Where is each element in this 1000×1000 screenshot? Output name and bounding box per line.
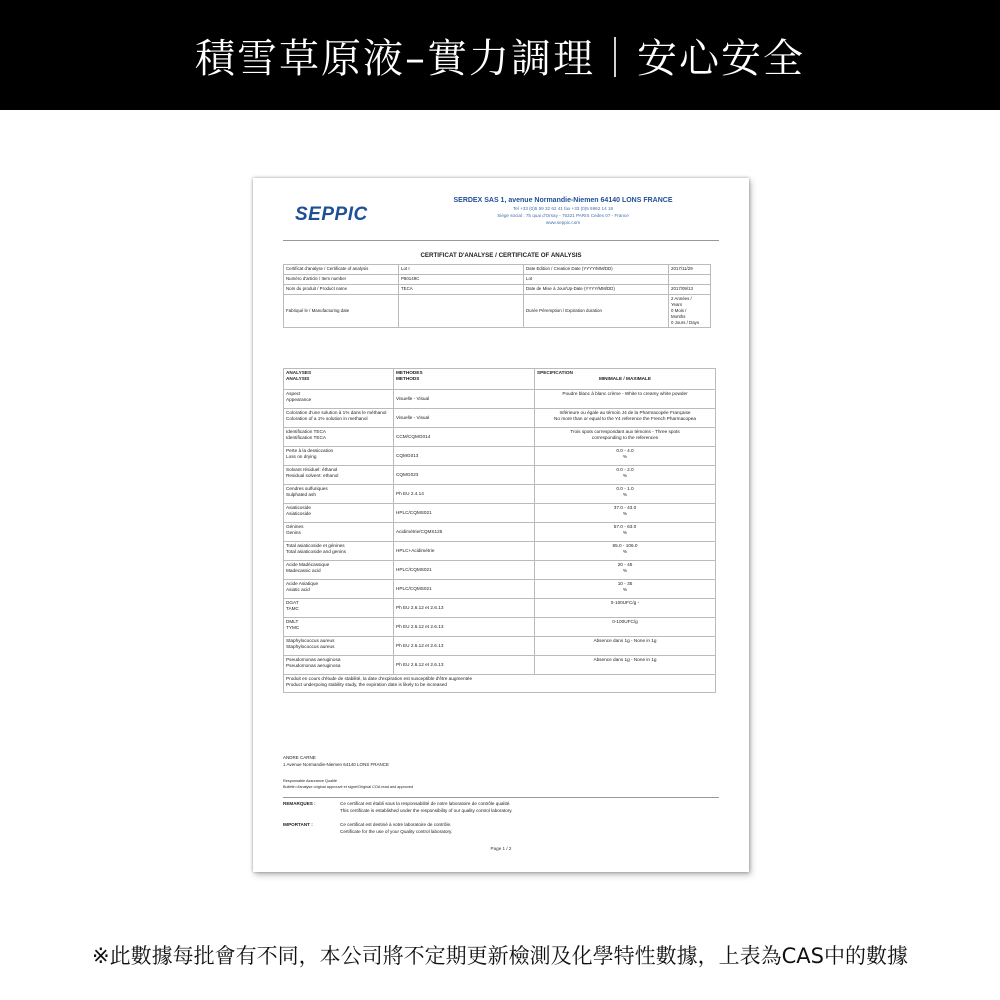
edition-label: Date Edition / Creation Date (YYYY/MM/DD) bbox=[524, 265, 669, 275]
analysis-spec-line: Absence dans 1g - None in 1g bbox=[593, 638, 657, 643]
analysis-name-cell bbox=[284, 390, 394, 409]
analysis-name-fr: Perte à la dessiccation bbox=[286, 448, 334, 453]
important-en: Certificate for the use of your Quality control laboratory. bbox=[340, 829, 453, 834]
analysis-name-en: Staphylococcus aureus bbox=[286, 644, 335, 649]
update-value: 2017/09/13 bbox=[669, 285, 711, 295]
analysis-method: Visuelle - Visual bbox=[394, 390, 535, 409]
analysis-method: HPLC/CQMS021 bbox=[394, 580, 535, 599]
analysis-spec-line: 57.0 - 63.0 bbox=[613, 524, 637, 529]
item-label: Numéro d'article / Item number bbox=[284, 275, 399, 285]
analysis-spec bbox=[535, 637, 716, 656]
analysis-spec-line: % bbox=[622, 454, 628, 459]
analysis-row bbox=[284, 466, 716, 485]
cert-type-label: Certificat d'analyse / Certificate of analysis bbox=[284, 265, 399, 275]
company-web: www.seppic.com bbox=[545, 220, 581, 225]
analysis-spec-line: 0.0 - 1.0 bbox=[616, 486, 634, 491]
signatory-note: Bulletin d'analyse original approuvé et signé/Original COA read and approved bbox=[283, 785, 414, 789]
analysis-method: CQMG013 bbox=[394, 447, 535, 466]
analysis-method: Ph EU 2.6.12 et 2.6.13 bbox=[394, 618, 535, 637]
expiry-line: 2 Années / bbox=[671, 296, 692, 301]
methods-header-fr: METHODES bbox=[396, 370, 423, 375]
analysis-name-en: Madecassic acid bbox=[286, 568, 321, 573]
analysis-spec-line: % bbox=[622, 549, 628, 554]
analysis-name-cell bbox=[284, 618, 394, 637]
footnote: ※此數據每批會有不同，本公司將不定期更新檢測及化學特性數據，上表為CAS中的數據 bbox=[92, 944, 908, 968]
expiry-line: 0 Jours / Days bbox=[671, 320, 700, 325]
banner-title: 積雪草原液–實力調理｜安心安全 bbox=[195, 35, 805, 82]
analysis-name-cell bbox=[284, 656, 394, 675]
analysis-row bbox=[284, 561, 716, 580]
analysis-row bbox=[284, 580, 716, 599]
update-label: Date de Mise à Jour/Up-Date (YYYY/MM/DD) bbox=[524, 285, 669, 295]
top-banner bbox=[0, 0, 1000, 110]
analysis-method: CCM/CQMG014 bbox=[394, 428, 535, 447]
analysis-spec-line: 0.0 - 2.0 bbox=[616, 467, 634, 472]
analysis-spec-line: 95.0 - 106.0 bbox=[612, 543, 638, 548]
analysis-spec bbox=[535, 466, 716, 485]
analysis-name-fr: Asiaticoside bbox=[286, 505, 312, 510]
remarks-label: REMARQUES : bbox=[283, 801, 316, 806]
analysis-spec bbox=[535, 561, 716, 580]
seppic-logo: SEPPIC bbox=[295, 204, 368, 225]
analysis-spec-line: Absence dans 1g - None in 1g bbox=[593, 657, 657, 662]
analysis-spec-line: corresponding to the references bbox=[591, 435, 659, 440]
analysis-name-en: Identification TECA bbox=[286, 435, 327, 440]
remarks-en: This certificate is established under the responsibility of our quality control laboratory. bbox=[340, 808, 513, 813]
analysis-name-en: Loss on drying bbox=[286, 454, 317, 459]
analysis-spec-line: % bbox=[622, 473, 628, 478]
analysis-name-fr: Génines bbox=[286, 524, 304, 529]
analysis-name-cell bbox=[284, 485, 394, 504]
analysis-name-cell bbox=[284, 580, 394, 599]
product-value: TECA bbox=[399, 285, 524, 295]
certificate-document bbox=[253, 178, 749, 872]
analysis-method: HPLC/CQMS021 bbox=[394, 504, 535, 523]
important-label: IMPORTANT : bbox=[283, 822, 313, 827]
analysis-method: Ph EU 2.6.12 et 2.6.13 bbox=[394, 599, 535, 618]
analysis-name-en: Genins bbox=[286, 530, 301, 535]
analysis-row bbox=[284, 523, 716, 542]
analyses-header-fr: ANALYSES bbox=[286, 370, 312, 375]
analysis-spec-line: % bbox=[622, 568, 628, 573]
analysis-spec-line: 0-100UFC/g - bbox=[610, 600, 640, 605]
edition-value: 2017/11/29 bbox=[669, 265, 711, 275]
analysis-name-fr: Acide Madécassique bbox=[286, 562, 330, 567]
analysis-method: CQMG023 bbox=[394, 466, 535, 485]
analysis-row bbox=[284, 618, 716, 637]
info-table bbox=[283, 264, 711, 328]
analysis-name-en: Residual solvent: ethanol bbox=[286, 473, 339, 478]
analysis-name-fr: DMLT bbox=[286, 619, 299, 624]
important-fr: Ce certificat est destiné à votre laboratoire de contrôle. bbox=[340, 822, 452, 827]
analysis-spec bbox=[535, 504, 716, 523]
analysis-name-cell bbox=[284, 599, 394, 618]
analysis-name-cell bbox=[284, 637, 394, 656]
analysis-spec bbox=[535, 618, 716, 637]
analysis-name-en: Appearance bbox=[286, 397, 312, 402]
analysis-spec-line: Inférieure ou égale au témoin J4 de la Pharmacopée Française bbox=[559, 410, 691, 415]
analysis-spec-line: 0.0 - 4.0 bbox=[616, 448, 634, 453]
page-number: Page 1 / 2 bbox=[490, 846, 512, 851]
mfg-value bbox=[399, 295, 524, 328]
analysis-row bbox=[284, 656, 716, 675]
stability-note-row bbox=[284, 675, 716, 693]
analysis-name-en: Total asiaticoside and genins bbox=[286, 549, 346, 554]
analysis-name-fr: DGAT bbox=[286, 600, 299, 605]
stability-note bbox=[284, 675, 716, 693]
analysis-name-fr: Coloration d'une solution à 1% dans le méthanol bbox=[286, 410, 387, 415]
analysis-spec bbox=[535, 599, 716, 618]
mfg-label: Fabriqué le / Manufacturing date bbox=[284, 295, 399, 328]
analysis-name-en: Asiaticoside bbox=[286, 511, 312, 516]
analysis-row bbox=[284, 599, 716, 618]
analysis-name-fr: Total asiaticoside et génines bbox=[286, 543, 345, 548]
analyses-header bbox=[284, 369, 394, 390]
analysis-spec bbox=[535, 523, 716, 542]
cert-type-value: Lot I bbox=[399, 265, 524, 275]
analysis-row bbox=[284, 409, 716, 428]
methods-header bbox=[394, 369, 535, 390]
analysis-spec-line: 20 - 45 bbox=[617, 562, 633, 567]
company-seat: Siège social : 75 quai d'Orsay - 75321 PARIS Cedex 07 - France bbox=[497, 213, 629, 218]
spec-header-title: SPECIFICATION bbox=[537, 370, 573, 375]
signatory-role: Responsable Assurance Qualité bbox=[283, 779, 338, 783]
important-text bbox=[340, 821, 690, 835]
analysis-method: Ph EU 2.4.14 bbox=[394, 485, 535, 504]
analysis-name-en: TAMC bbox=[286, 606, 299, 611]
analysis-name-fr: Pseudomonas aeruginosa bbox=[286, 657, 341, 662]
analysis-name-fr: Identification TECA bbox=[286, 429, 327, 434]
analyses-header-en: ANALYSIS bbox=[286, 376, 310, 381]
analysis-name-cell bbox=[284, 466, 394, 485]
company-header bbox=[413, 197, 713, 225]
analysis-spec-line: % bbox=[622, 511, 628, 516]
analysis-method: HPLC/CQMS021 bbox=[394, 561, 535, 580]
analysis-method: Ph EU 2.6.12 et 2.6.13 bbox=[394, 637, 535, 656]
analysis-spec bbox=[535, 485, 716, 504]
analysis-row bbox=[284, 637, 716, 656]
analysis-name-cell bbox=[284, 504, 394, 523]
analysis-name-cell bbox=[284, 447, 394, 466]
analysis-name-en: Asiatic acid bbox=[286, 587, 310, 592]
analysis-name-fr: Acide Asiatique bbox=[286, 581, 319, 586]
analysis-spec-line: % bbox=[622, 587, 628, 592]
analysis-spec-line: Trois spots correspondant aux témoins - Three spots bbox=[570, 429, 680, 434]
analysis-row bbox=[284, 504, 716, 523]
info-row bbox=[284, 265, 711, 275]
analysis-row bbox=[284, 447, 716, 466]
analysis-spec-line: % bbox=[622, 492, 628, 497]
analysis-name-cell bbox=[284, 428, 394, 447]
analysis-name-cell bbox=[284, 561, 394, 580]
analysis-name-cell bbox=[284, 523, 394, 542]
analysis-method: Visuelle - Visual bbox=[394, 409, 535, 428]
item-value: P80149C bbox=[399, 275, 524, 285]
analysis-name-fr: Aspect bbox=[286, 391, 301, 396]
stability-note-fr: Produit en cours d'étude de stabilité, la date d'expiration est susceptible d'être augmentée bbox=[286, 676, 473, 681]
analysis-name-fr: Cendres sulfuriques bbox=[286, 486, 328, 491]
company-tel: Tel +33 (0)5 59 32 62 41 fax +33 (0)5 5962 14 18 bbox=[512, 206, 614, 211]
remarks-text bbox=[340, 800, 690, 814]
expiry-line: Months bbox=[671, 314, 686, 319]
analysis-name-en: Sulphated ash bbox=[286, 492, 316, 497]
analysis-name-en: Pseudomonas aeruginosa bbox=[286, 663, 341, 668]
product-label: Nom du produit / Product name bbox=[284, 285, 399, 295]
info-row bbox=[284, 275, 711, 285]
spec-header bbox=[535, 369, 716, 390]
analysis-spec bbox=[535, 428, 716, 447]
analysis-name-en: TYMC bbox=[286, 625, 300, 630]
analysis-spec bbox=[535, 390, 716, 409]
lot-label: Lot bbox=[524, 275, 669, 285]
analysis-table bbox=[283, 368, 716, 693]
signatory-name: ANDRE CARNE bbox=[283, 755, 316, 760]
analysis-row bbox=[284, 428, 716, 447]
analysis-spec bbox=[535, 580, 716, 599]
info-row bbox=[284, 295, 711, 328]
methods-header-en: METHODS bbox=[396, 376, 420, 381]
analysis-spec-line: No more than or equal to the Y4 reference the French Pharmacopea bbox=[554, 416, 696, 421]
analysis-spec-line: 10 - 35 bbox=[617, 581, 633, 586]
analysis-name-fr: Solvant résiduel: éthanol bbox=[286, 467, 338, 472]
analysis-spec-line: Poudre blanc à blanc crème - White to creamy white powder bbox=[562, 391, 688, 396]
expiry-line: Years bbox=[671, 302, 683, 307]
analysis-spec bbox=[535, 409, 716, 428]
company-name: SERDEX SAS 1, avenue Normandie-Niemen 64140 LONS FRANCE bbox=[453, 197, 673, 204]
expiry-label: Durée Péremption / Expiration duration bbox=[524, 295, 669, 328]
stability-note-en: Product underpoing stability study, the expiration date is likely to be increased bbox=[286, 682, 447, 687]
analysis-name-en: Coloration of a 1% solution in methanol bbox=[286, 416, 368, 421]
remarks-divider bbox=[283, 797, 719, 798]
analysis-row bbox=[284, 390, 716, 409]
signatory-address: 1 Avenue Normandie-Niemen 64140 LONS FRANCE bbox=[283, 762, 389, 767]
remarks-fr: Ce certificat est établi sous la responsabilité de notre laboratoire de contrôle qualité. bbox=[340, 801, 511, 806]
analysis-name-fr: Staphylococcus aureus bbox=[286, 638, 335, 643]
analysis-spec-line: 37.0 - 43.0 bbox=[613, 505, 637, 510]
info-row bbox=[284, 285, 711, 295]
expiry-value bbox=[669, 295, 711, 328]
analysis-method: Acidimétrie/CQMS125 bbox=[394, 523, 535, 542]
header-divider bbox=[283, 240, 719, 241]
analysis-spec bbox=[535, 542, 716, 561]
analysis-spec-line: % bbox=[622, 530, 628, 535]
analysis-spec bbox=[535, 447, 716, 466]
lot-value bbox=[669, 275, 711, 285]
analysis-name-cell bbox=[284, 409, 394, 428]
analysis-spec-line: 0-100UFC/g bbox=[612, 619, 638, 624]
analysis-row bbox=[284, 542, 716, 561]
spec-header-minmax: MINIMALE / MAXIMALE bbox=[598, 376, 652, 381]
analysis-name-cell bbox=[284, 542, 394, 561]
analysis-method: HPLC+Acidimétrie bbox=[394, 542, 535, 561]
analysis-header-row bbox=[284, 369, 716, 390]
certificate-title: CERTIFICAT D'ANALYSE / CERTIFICATE OF ANALYSIS bbox=[420, 252, 582, 259]
expiry-line: 0 Mois / bbox=[671, 308, 687, 313]
analysis-row bbox=[284, 485, 716, 504]
analysis-spec bbox=[535, 656, 716, 675]
analysis-method: Ph EU 2.6.12 et 2.6.13 bbox=[394, 656, 535, 675]
